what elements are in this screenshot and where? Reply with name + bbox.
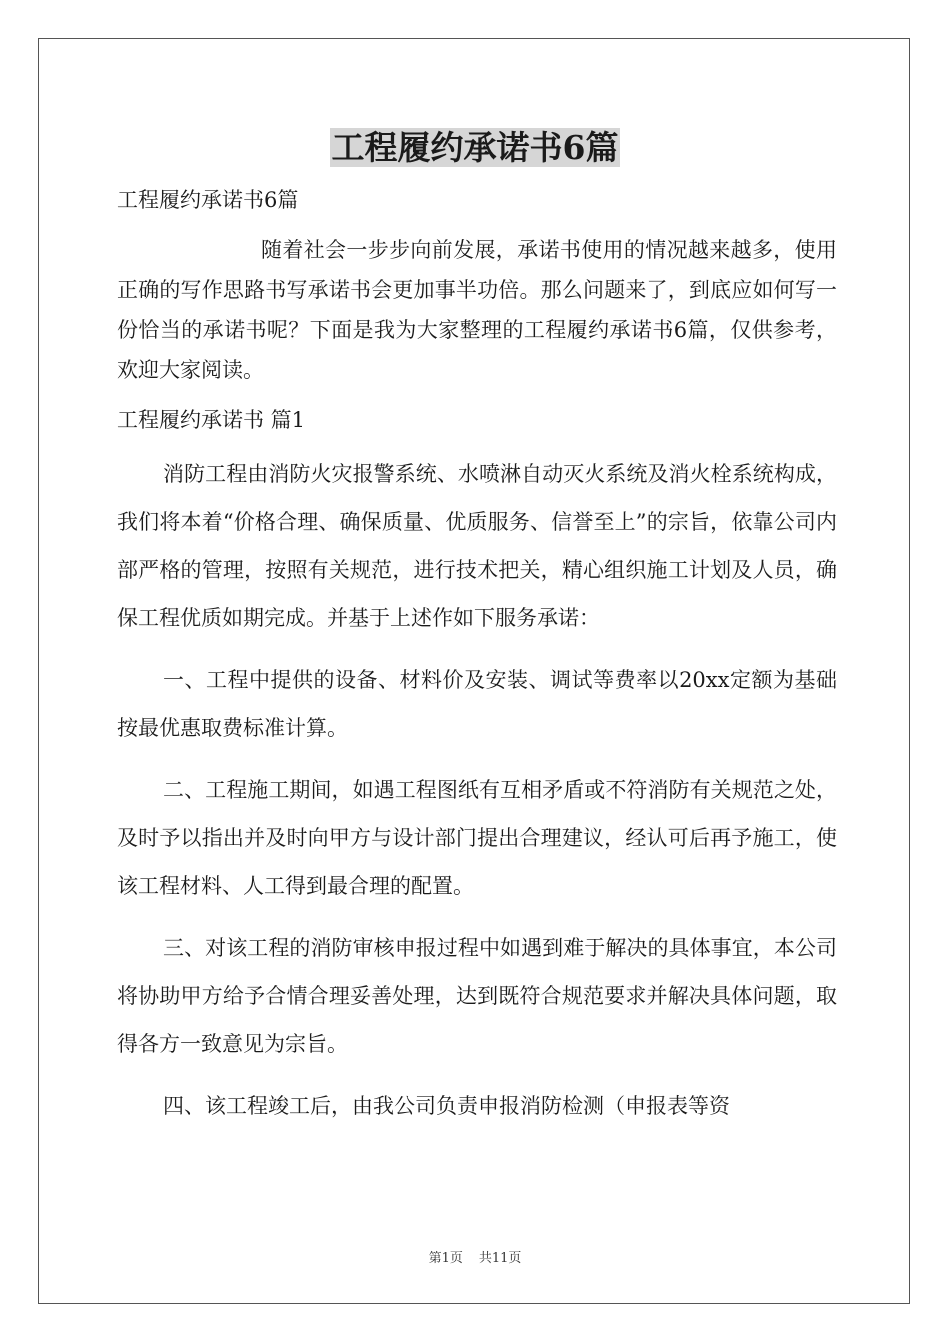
page-total: 共11页	[478, 1251, 522, 1266]
document-title	[0, 126, 950, 170]
section-heading: 工程履约承诺书 篇1	[117, 408, 306, 432]
body-paragraph: 消防工程由消防火灾报警系统、水喷淋自动灭火系统及消火栓系统构成，我们将本着“价格合理、确保质量、优质服务、信誉至上”的宗旨，依靠公司内部严格的管理，按照有关规范，进行技术把关，精心组织施工计划及人员，确保工程优质如期完成。并基于上述作如下服务承诺：	[117, 462, 837, 630]
document-subtitle: 工程履约承诺书6篇	[117, 188, 299, 212]
body-paragraph: 一、工程中提供的设备、材料价及安装、调试等费率以20xx定额为基础按最优惠取费标准计算。	[117, 668, 837, 740]
page-footer	[0, 1247, 950, 1266]
body-paragraph: 四、该工程竣工后，由我公司负责申报消防检测（申报表等资	[163, 1094, 730, 1118]
body-paragraph: 二、工程施工期间，如遇工程图纸有互相矛盾或不符消防有关规范之处，及时予以指出并及时向甲方与设计部门提出合理建议，经认可后再予施工，使该工程材料、人工得到最合理的配置。	[117, 778, 837, 898]
page-number: 第1页	[428, 1251, 463, 1266]
intro-paragraph: 随着社会一步步向前发展，承诺书使用的情况越来越多，使用正确的写作思路书写承诺书会更加事半功倍。那么问题来了，到底应如何写一份恰当的承诺书呢？下面是我为大家整理的工程履约承诺书6篇，仅供参考，欢迎大家阅读。	[117, 238, 837, 382]
document-body	[117, 180, 837, 1144]
body-paragraph: 三、对该工程的消防审核申报过程中如遇到难于解决的具体事宜，本公司将协助甲方给予合情合理妥善处理，达到既符合规范要求并解决具体问题，取得各方一致意见为宗旨。	[117, 936, 837, 1056]
document-title-text: 工程履约承诺书6篇	[331, 128, 619, 167]
